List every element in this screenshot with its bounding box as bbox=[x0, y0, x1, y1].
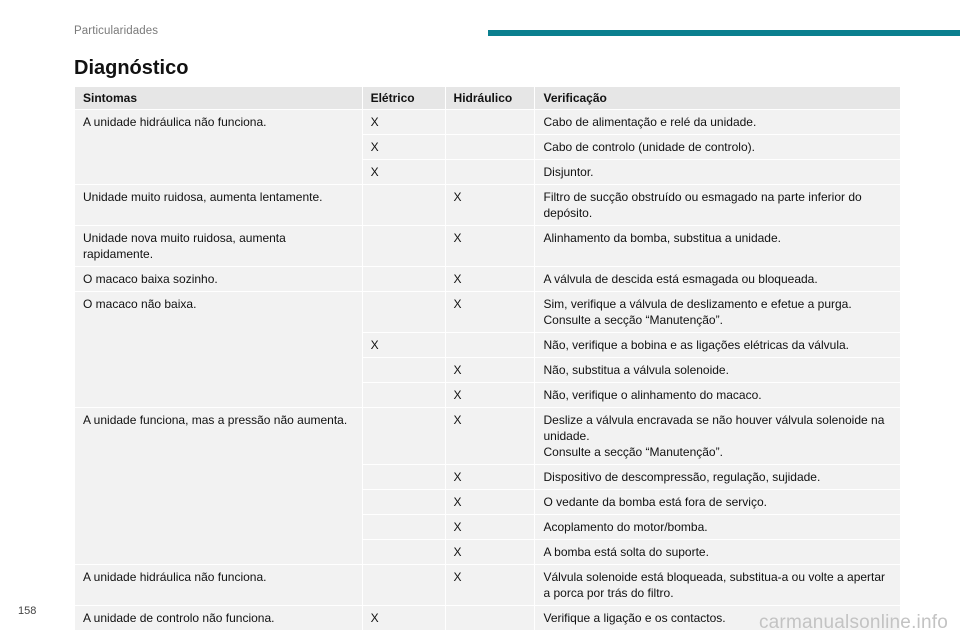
check-cell bbox=[535, 226, 901, 267]
check-text: Verifique a ligação e os contactos. bbox=[543, 611, 726, 625]
hydraulic-cell bbox=[445, 135, 535, 160]
check-cell bbox=[535, 110, 901, 135]
check-cell bbox=[535, 185, 901, 226]
check-cell bbox=[535, 540, 901, 565]
check-cell bbox=[535, 358, 901, 383]
check-cell bbox=[535, 333, 901, 358]
check-cell bbox=[535, 465, 901, 490]
check-cell bbox=[535, 267, 901, 292]
check-cell bbox=[535, 408, 901, 465]
table-row bbox=[75, 292, 901, 333]
hydraulic-cell bbox=[445, 110, 535, 135]
symptom-cell: Unidade nova muito ruidosa, aumenta rapidamente. bbox=[75, 226, 363, 267]
check-text: Acoplamento do motor/bomba. bbox=[543, 520, 708, 534]
electric-cell bbox=[362, 540, 445, 565]
check-cell bbox=[535, 565, 901, 606]
electric-cell bbox=[362, 292, 445, 333]
check-text: Alinhamento da bomba, substitua a unidade. bbox=[543, 231, 781, 245]
column-header-check: Verificação bbox=[535, 87, 901, 110]
electric-cell bbox=[362, 465, 445, 490]
hydraulic-cell: X bbox=[445, 226, 535, 267]
check-text: Disjuntor. bbox=[543, 165, 594, 179]
check-cell bbox=[535, 292, 901, 333]
check-text: Válvula solenoide está bloqueada, substitua-a ou volte a apertar a porca por trás do filtro. bbox=[543, 570, 886, 600]
hydraulic-cell: X bbox=[445, 408, 535, 465]
electric-cell bbox=[362, 267, 445, 292]
check-text: O vedante da bomba está fora de serviço. bbox=[543, 495, 767, 509]
table-row bbox=[75, 185, 901, 226]
electric-cell bbox=[362, 490, 445, 515]
check-cell bbox=[535, 490, 901, 515]
table-row bbox=[75, 408, 901, 465]
check-cell bbox=[535, 515, 901, 540]
check-text: Não, substitua a válvula solenoide. bbox=[543, 363, 729, 377]
check-text: Filtro de sucção obstruído ou esmagado na parte inferior do depósito. bbox=[543, 190, 862, 220]
electric-cell: X bbox=[362, 135, 445, 160]
electric-cell bbox=[362, 185, 445, 226]
hydraulic-cell: X bbox=[445, 490, 535, 515]
page-number: 158 bbox=[18, 605, 37, 617]
header-accent-bar bbox=[488, 30, 960, 36]
column-header-electric: Elétrico bbox=[362, 87, 445, 110]
symptom-cell: O macaco não baixa. bbox=[75, 292, 363, 408]
electric-cell bbox=[362, 408, 445, 465]
table-row bbox=[75, 565, 901, 606]
symptom-cell: Unidade muito ruidosa, aumenta lentamente. bbox=[75, 185, 363, 226]
electric-cell: X bbox=[362, 160, 445, 185]
hydraulic-cell: X bbox=[445, 515, 535, 540]
check-text: Não, verifique o alinhamento do macaco. bbox=[543, 388, 762, 402]
check-text: Cabo de alimentação e relé da unidade. bbox=[543, 115, 757, 129]
electric-cell bbox=[362, 565, 445, 606]
table-row bbox=[75, 110, 901, 135]
check-text: Consulte a secção “Manutenção”. bbox=[543, 313, 723, 327]
table-header-row bbox=[75, 87, 901, 110]
symptom-cell: A unidade funciona, mas a pressão não aumenta. bbox=[75, 408, 363, 565]
check-text: A válvula de descida está esmagada ou bloqueada. bbox=[543, 272, 818, 286]
symptom-cell: A unidade hidráulica não funciona. bbox=[75, 110, 363, 185]
hydraulic-cell: X bbox=[445, 465, 535, 490]
symptom-cell: A unidade hidráulica não funciona. bbox=[75, 565, 363, 606]
hydraulic-cell: X bbox=[445, 358, 535, 383]
electric-cell bbox=[362, 358, 445, 383]
section-header: Particularidades bbox=[74, 25, 159, 37]
electric-cell bbox=[362, 383, 445, 408]
symptom-cell: A unidade de controlo não funciona. bbox=[75, 606, 363, 631]
table-row bbox=[75, 267, 901, 292]
check-text: Não, verifique a bobina e as ligações elétricas da válvula. bbox=[543, 338, 849, 352]
check-text: Sim, verifique a válvula de deslizamento e efetue a purga. bbox=[543, 297, 852, 311]
hydraulic-cell: X bbox=[445, 292, 535, 333]
check-cell bbox=[535, 135, 901, 160]
hydraulic-cell bbox=[445, 160, 535, 185]
check-text: A bomba está solta do suporte. bbox=[543, 545, 709, 559]
table-row bbox=[75, 226, 901, 267]
electric-cell bbox=[362, 226, 445, 267]
check-text: Consulte a secção “Manutenção”. bbox=[543, 445, 723, 459]
hydraulic-cell: X bbox=[445, 185, 535, 226]
electric-cell: X bbox=[362, 606, 445, 631]
hydraulic-cell: X bbox=[445, 565, 535, 606]
column-header-hydraulic: Hidráulico bbox=[445, 87, 535, 110]
hydraulic-cell: X bbox=[445, 267, 535, 292]
hydraulic-cell: X bbox=[445, 540, 535, 565]
symptom-cell: O macaco baixa sozinho. bbox=[75, 267, 363, 292]
check-cell bbox=[535, 160, 901, 185]
watermark: carmanualsonline.info bbox=[758, 612, 948, 633]
check-text: Deslize a válvula encravada se não houver válvula solenoide na unidade. bbox=[543, 413, 885, 443]
check-text: Cabo de controlo (unidade de controlo). bbox=[543, 140, 755, 154]
hydraulic-cell: X bbox=[445, 383, 535, 408]
diagnostic-table bbox=[74, 86, 901, 631]
column-header-symptoms: Sintomas bbox=[75, 87, 363, 110]
check-text: Dispositivo de descompressão, regulação, sujidade. bbox=[543, 470, 821, 484]
electric-cell bbox=[362, 515, 445, 540]
hydraulic-cell bbox=[445, 606, 535, 631]
diagnostic-table-body bbox=[75, 110, 901, 631]
page-title: Diagnóstico bbox=[74, 57, 189, 79]
check-cell bbox=[535, 383, 901, 408]
electric-cell: X bbox=[362, 110, 445, 135]
electric-cell: X bbox=[362, 333, 445, 358]
hydraulic-cell bbox=[445, 333, 535, 358]
